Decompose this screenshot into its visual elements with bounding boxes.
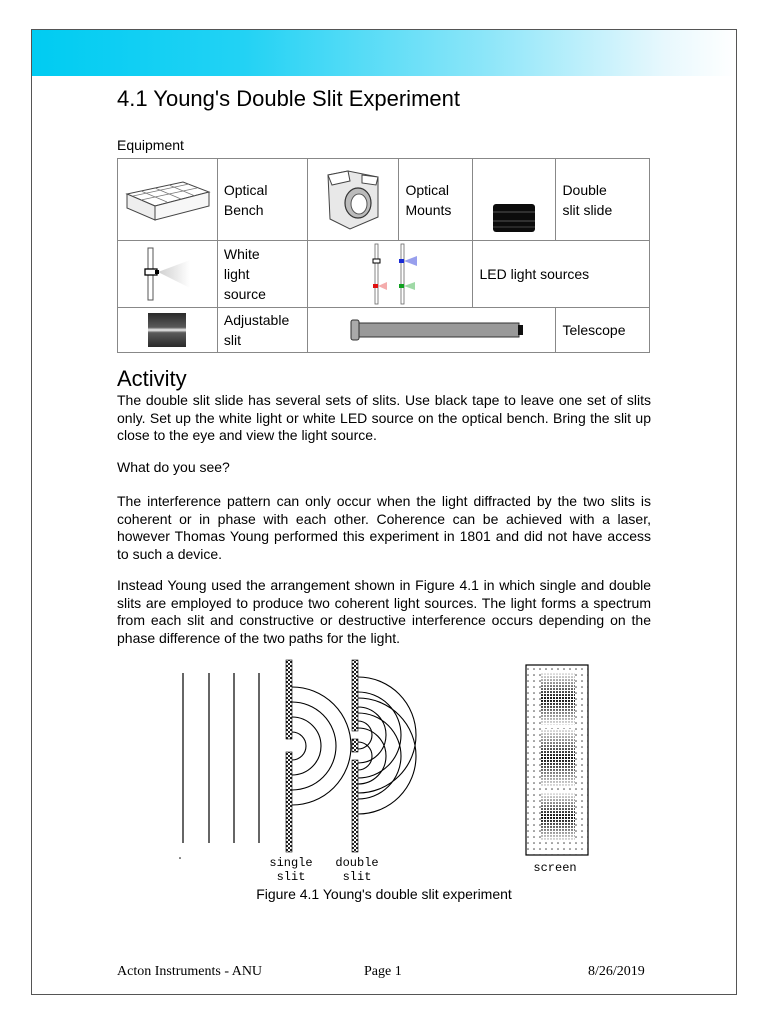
header-band bbox=[32, 30, 736, 76]
footer-page-number: Page 1 bbox=[364, 964, 402, 979]
footer-date: 8/26/2019 bbox=[588, 964, 645, 979]
page-title: 4.1 Young's Double Slit Experiment bbox=[117, 86, 460, 111]
footer-left: Acton Instruments - ANU bbox=[117, 964, 263, 979]
paragraph-arrangement: Instead Young used the arrangement shown in Figure 4.1 in which single and double slits are employed to produce two coherent light sources. The light forms a spectrum from each slit and constructive or destructive interference occurs depending on the phase difference of the two paths for the light. bbox=[117, 577, 651, 646]
single-slit-label-line1: single bbox=[269, 856, 313, 870]
screen-pattern bbox=[526, 665, 588, 855]
white-light-source-label: White light source bbox=[217, 241, 308, 308]
led-sources-image bbox=[308, 241, 473, 308]
adjustable-slit-label: Adjustable slit bbox=[217, 308, 308, 353]
led-light-sources-label: LED light sources bbox=[473, 241, 650, 308]
single-slit-label-line2: slit bbox=[276, 870, 306, 880]
telescope-image bbox=[308, 308, 556, 353]
figure-caption: Figure 4.1 Young's double slit experiment bbox=[256, 886, 512, 902]
plane-waves bbox=[179, 673, 259, 859]
activity-heading: Activity bbox=[117, 366, 187, 391]
figure-double-slit-diagram bbox=[160, 655, 610, 885]
optical-mounts-label: Optical Mounts bbox=[399, 159, 473, 241]
telescope-label: Telescope bbox=[556, 308, 650, 353]
paragraph-setup: The double slit slide has several sets of slits. Use black tape to leave one set of slits only. Set up the white light or white LED source on the optical bench. Bring the slit up close to the eye and view the light source. bbox=[117, 392, 651, 443]
screen-label: screen bbox=[533, 861, 577, 875]
equipment-label: Equipment bbox=[117, 137, 184, 153]
optical-mounts-image bbox=[308, 159, 399, 241]
double-slit-label-line1: double bbox=[335, 856, 379, 870]
optical-bench-label: Optical Bench bbox=[217, 159, 308, 241]
adjustable-slit-image bbox=[118, 308, 218, 353]
white-light-source-image bbox=[118, 241, 218, 308]
double-slit-barrier bbox=[352, 660, 358, 852]
paragraph-question: What do you see? bbox=[117, 459, 230, 475]
double-slit-slide-image bbox=[473, 159, 556, 241]
double-slit-label-line2: slit bbox=[342, 870, 372, 880]
equipment-table bbox=[117, 158, 650, 353]
paragraph-coherence: The interference pattern can only occur when the light diffracted by the two slits is coherent or in phase with each other. Coherence can be achieved with a laser, however Thomas Young performed this experiment in 1801 and did not have access to such a device. bbox=[117, 493, 651, 562]
single-slit-barrier bbox=[286, 660, 292, 852]
optical-bench-image bbox=[118, 159, 218, 241]
double-slit-slide-label: Double slit slide bbox=[556, 159, 650, 241]
